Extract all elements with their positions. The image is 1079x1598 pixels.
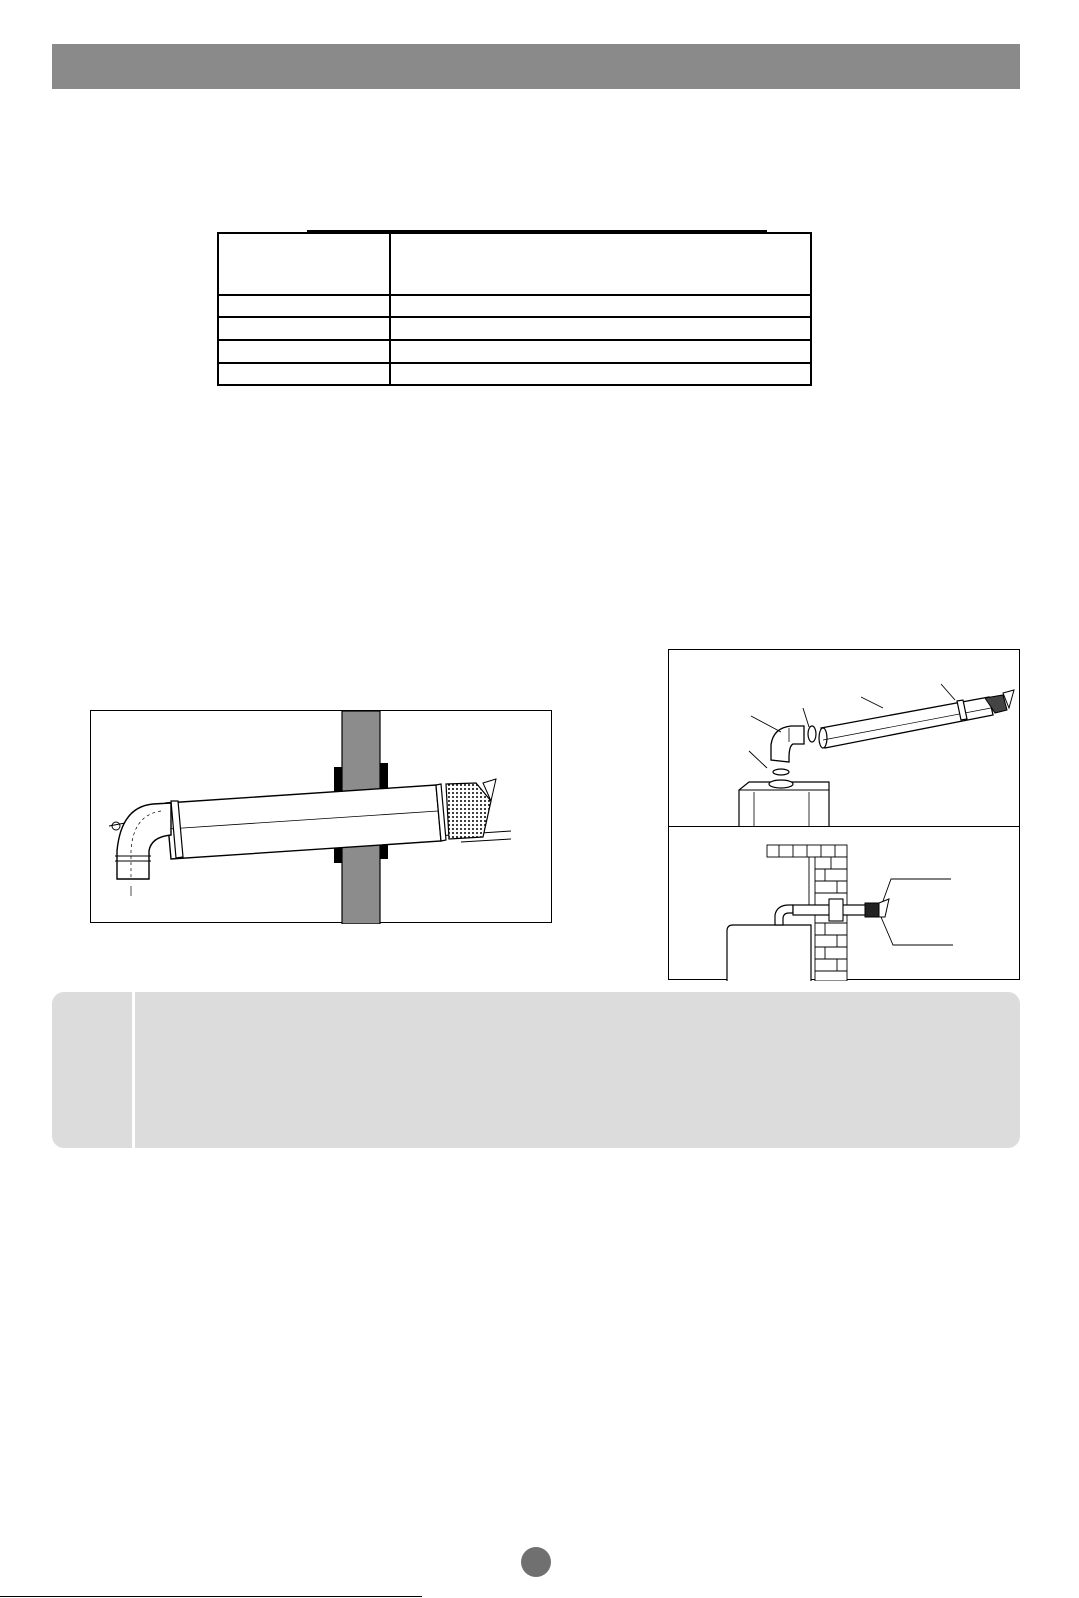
leader-line [861,697,883,708]
leader-line [751,716,781,732]
leader-line [941,684,955,700]
flue-elbow [117,803,171,879]
extension-pipe [821,697,993,748]
note-divider [132,992,135,1148]
table-row-divider [219,316,810,318]
figure-flue-through-wall [90,710,552,923]
section-header-bar [52,44,1020,89]
boiler-body [727,925,811,981]
flue-through-wall-drawing [91,711,553,924]
installed-flue-drawing [669,827,1021,981]
leader-line [883,879,951,901]
figure-flue-components [668,649,1020,827]
flue-components-drawing [669,650,1021,828]
boiler-top [739,782,829,828]
gasket-ring [773,769,789,775]
table-row-divider [219,294,810,296]
elbow-component [771,726,804,762]
spec-table [217,232,812,386]
leader-line [749,751,767,768]
footer-rule [0,1596,422,1597]
terminal-mesh [446,783,491,839]
leader-line [881,917,953,945]
figure-installed-flue [668,826,1020,980]
page-number-badge [521,1547,551,1577]
table-row-divider [219,339,810,341]
leader-line [803,708,809,727]
flue-pipe [166,785,441,859]
installed-elbow [775,905,793,925]
note-box [52,992,1020,1148]
table-top-rule [307,230,767,232]
table-row-divider [219,362,810,364]
